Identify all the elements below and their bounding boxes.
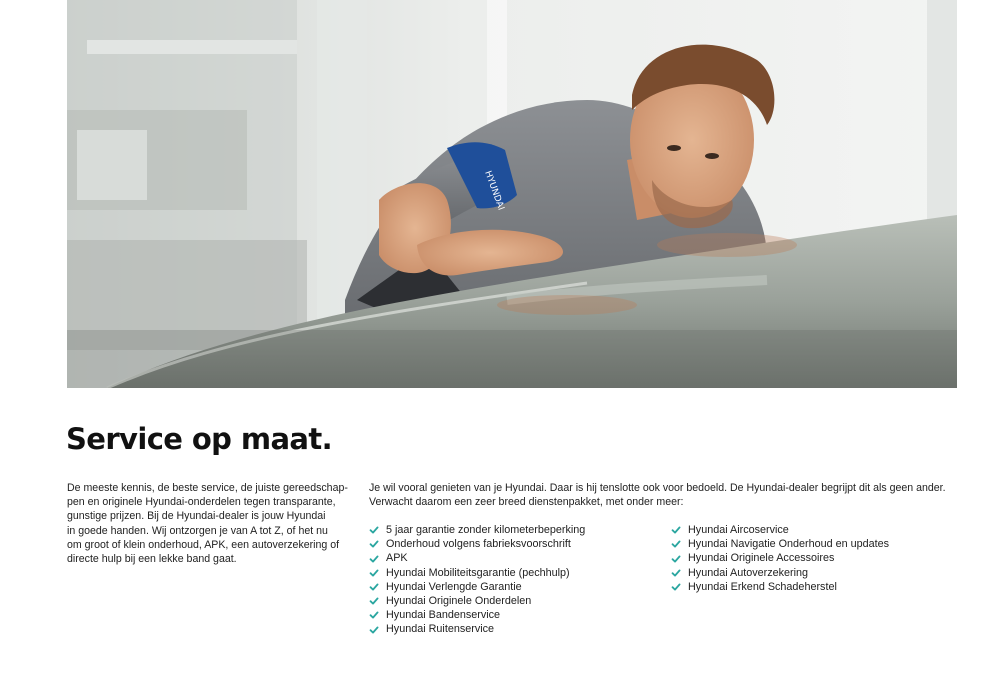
intro-paragraph [67, 481, 357, 566]
list-item [671, 566, 889, 580]
check-icon [369, 525, 379, 535]
list-item-label: Hyundai Ruitenservice [386, 623, 495, 636]
services-list-left [369, 523, 585, 637]
list-item-label: Hyundai Erkend Schadeherstel [688, 580, 837, 593]
check-icon [671, 554, 681, 564]
sleeve-text: HYUNDAI [482, 169, 506, 212]
list-item-label: Hyundai Aircoservice [688, 524, 789, 536]
check-icon [369, 554, 379, 564]
check-icon [671, 582, 681, 592]
check-icon [671, 539, 681, 549]
list-item [369, 580, 585, 594]
list-item-label: APK [386, 552, 408, 565]
list-item [369, 622, 585, 636]
list-item-label: 5 jaar garantie zonder kilometerbeperking [386, 524, 586, 536]
check-icon [671, 525, 681, 535]
list-item [671, 523, 889, 537]
list-item [369, 608, 585, 622]
intro-line: directe hulp bij een lekke band gaat. [67, 553, 237, 566]
intro-line: De meeste kennis, de beste service, de juiste gereedschap- [67, 482, 348, 494]
intro-line: om groot of klein onderhoud, APK, een autoverzekering of [67, 538, 340, 551]
intro-line: gunstige prijzen. Bij de Hyundai-dealer is jouw Hyundai [67, 510, 326, 523]
check-icon [369, 610, 379, 620]
list-item [369, 594, 585, 608]
lead-line: Verwacht daarom een zeer breed dienstenpakket, met onder meer: [369, 496, 684, 509]
intro-line: in goede handen. Wij ontzorgen je van A tot Z, of het nu [67, 524, 328, 537]
list-item [369, 537, 585, 551]
list-item-label: Hyundai Originele Accessoires [688, 552, 835, 565]
check-icon [369, 596, 379, 606]
hero-photo [67, 0, 957, 388]
list-item [671, 537, 889, 551]
list-item-label: Hyundai Bandenservice [386, 609, 501, 622]
list-item-label: Hyundai Originele Onderdelen [386, 595, 532, 608]
list-item-label: Hyundai Autoverzekering [688, 566, 809, 579]
list-item-label: Hyundai Verlengde Garantie [386, 580, 522, 593]
check-icon [671, 568, 681, 578]
lead-paragraph [369, 481, 949, 509]
page-title: Service op maat. [66, 422, 333, 456]
list-item [369, 551, 585, 565]
check-icon [369, 539, 379, 549]
list-item [369, 566, 585, 580]
list-item [671, 551, 889, 565]
list-item [671, 580, 889, 594]
check-icon [369, 582, 379, 592]
list-item-label: Hyundai Mobiliteitsgarantie (pechhulp) [386, 566, 570, 579]
list-item-label: Onderhoud volgens fabrieksvoorschrift [386, 538, 571, 551]
check-icon [369, 568, 379, 578]
list-item-label: Hyundai Navigatie Onderhoud en updates [688, 538, 890, 551]
list-item [369, 523, 585, 537]
services-list-right [671, 523, 889, 594]
intro-line: pen en originele Hyundai-onderdelen tegen transparante, [67, 496, 336, 509]
lead-line: Je wil vooral genieten van je Hyundai. Daar is hij tenslotte ook voor bedoeld. De Hyundai-dealer begrijpt dit als geen ander. [369, 482, 946, 494]
check-icon [369, 625, 379, 635]
